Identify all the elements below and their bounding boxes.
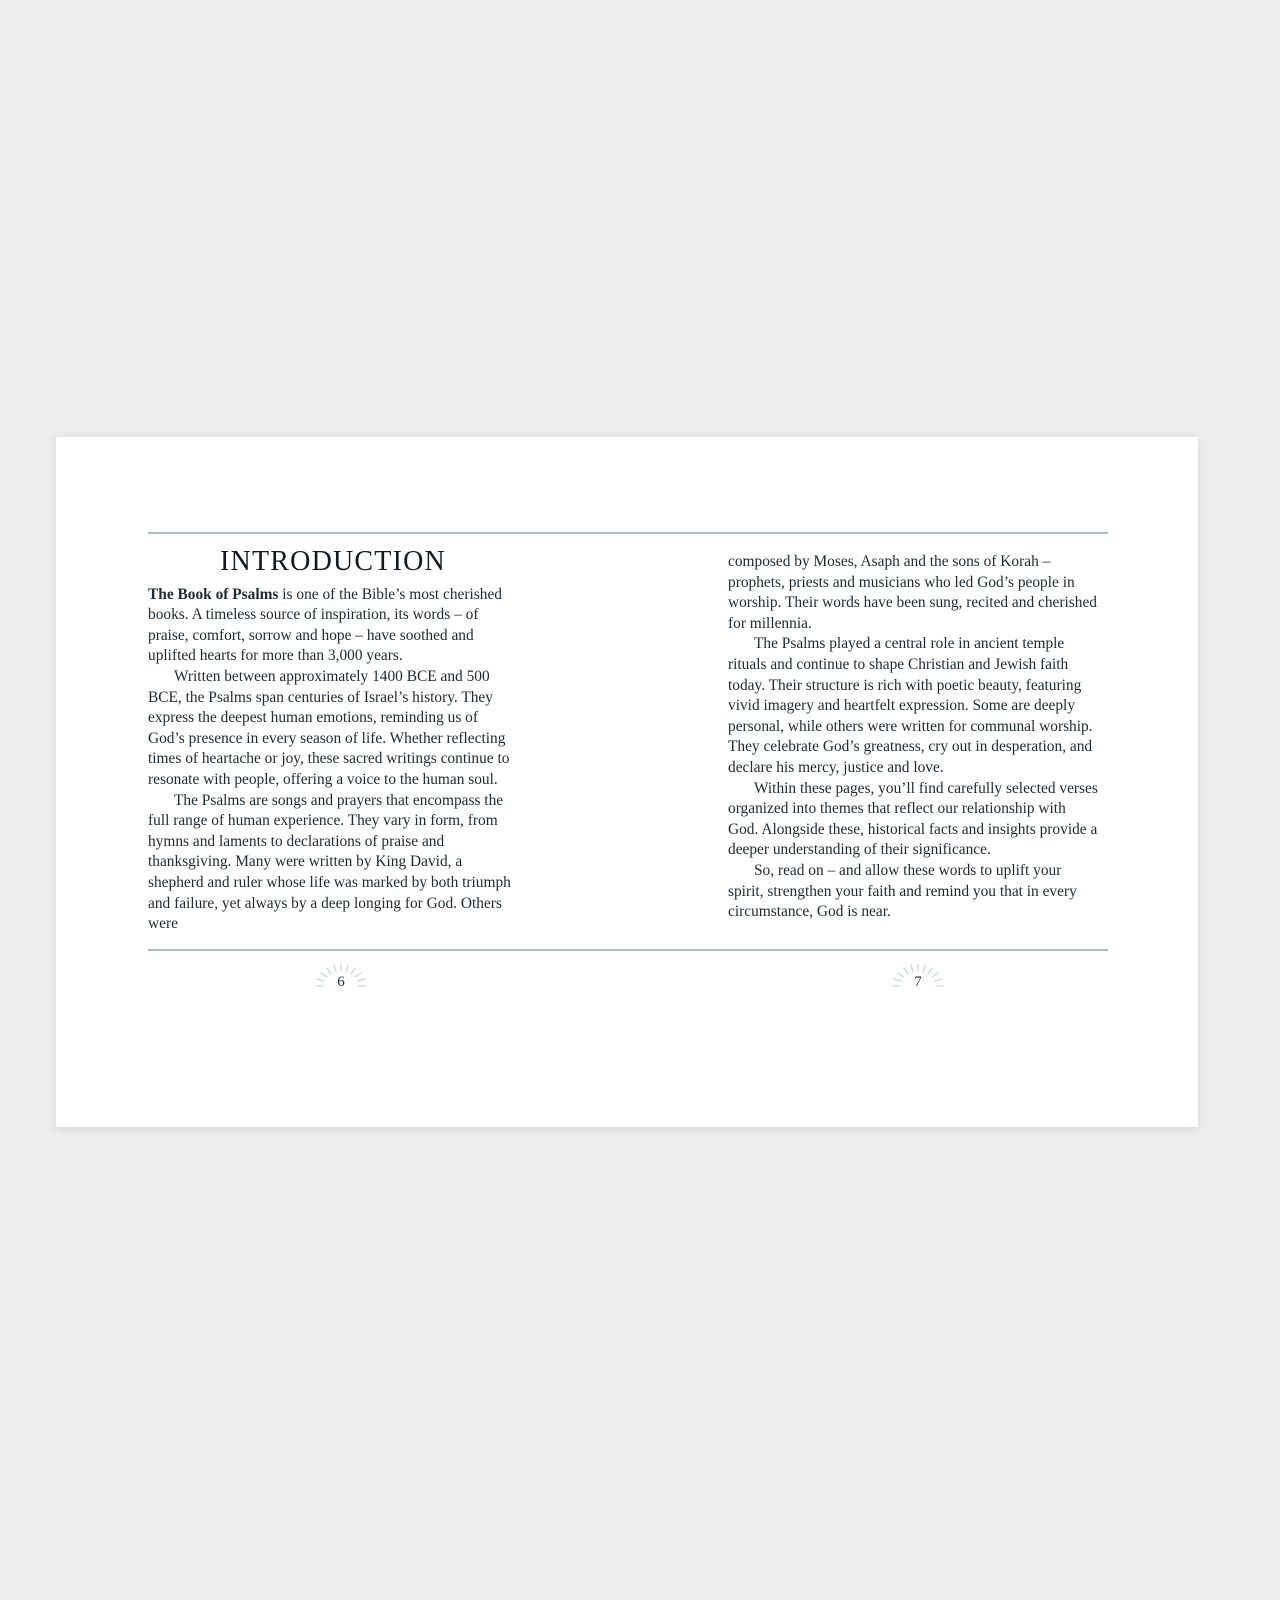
paragraph-lead-in: The Book of Psalms	[148, 585, 279, 603]
folio-row	[148, 951, 1108, 1021]
page-number: 6	[337, 973, 345, 990]
paragraph	[148, 585, 518, 667]
paragraph: So, read on – and allow these words to uplift your spirit, strengthen your faith and remind you that in every circumstance, God is near.	[728, 861, 1077, 921]
paragraph: composed by Moses, Asaph and the sons of Korah – prophets, priests and musicians who led God’s people in worship. Their words have been sung, recited and cherished for millennia.	[728, 553, 1097, 632]
page-number: 7	[914, 973, 922, 990]
paragraph: The Psalms played a central role in ancient temple rituals and continue to shape Christian and Jewish faith today. Their structure is rich with poetic beauty, featuring vivid imagery and heartfelt expression. Some are deeply personal, while others were written for communal worship. They celebrate God’s greatness, cry out in desperation, and declare his mercy, justice and love.	[728, 635, 1093, 776]
spread-content	[148, 532, 1108, 1032]
paragraph: The Psalms are songs and prayers that encompass the full range of human experience. They vary in form, from hymns and laments to declarations of praise and thanksgiving. Many were written by King David, a shepherd and ruler whose life was marked by both triumph and failure, yet always by a deep longing for God. Others were	[148, 791, 511, 933]
right-page-column	[728, 552, 1098, 935]
paragraph-text: is one of the Bible’s most cherished books. A timeless source of inspiration, its words – of praise, comfort, sorrow and hope – have soothed and uplifted hearts for more than 3,000 years.	[148, 585, 502, 665]
paragraph: Written between approximately 1400 BCE and 500 BCE, the Psalms span centuries of Israel’s history. They express the deepest human emotions, reminding us of God’s presence in every season of life. Whether reflecting times of heartache or joy, these sacred writings continue to resonate with people, offering a voice to the human soul.	[148, 667, 510, 788]
left-page-column	[148, 546, 518, 935]
folio-right	[873, 971, 963, 993]
page-title: INTRODUCTION	[220, 546, 446, 577]
folio-left	[296, 971, 386, 993]
book-spread	[56, 437, 1198, 1127]
paragraph: Within these pages, you’ll find carefully selected verses organized into themes that reflect our relationship with God. Alongside these, historical facts and insights provide a deeper understanding of their significance.	[728, 779, 1098, 859]
text-columns	[148, 534, 1108, 949]
